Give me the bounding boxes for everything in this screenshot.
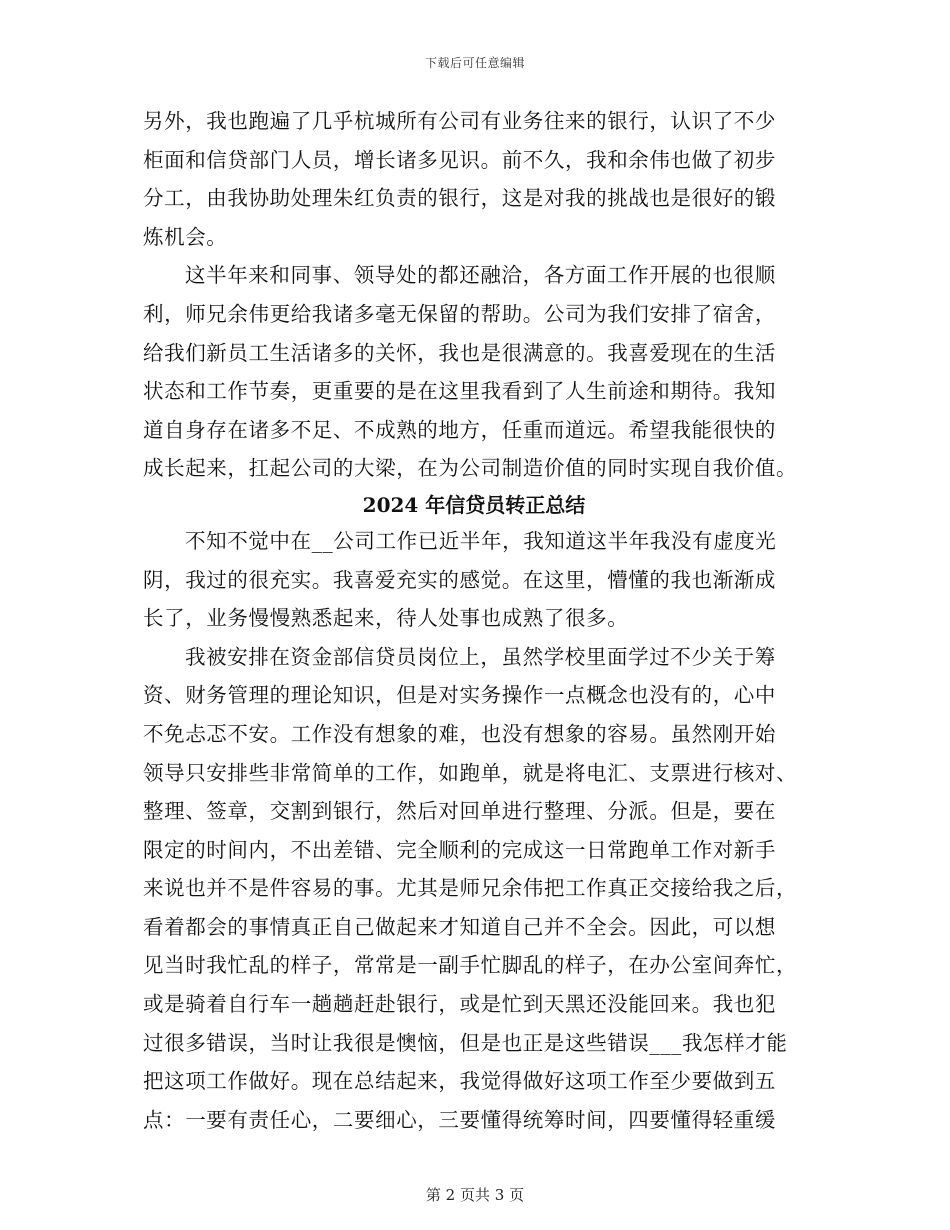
text-line: 不知不觉中在__公司工作已近半年，我知道这半年我没有虚度光	[185, 528, 777, 553]
page-footer: 第 2 页共 3 页	[425, 1186, 525, 1204]
text-line: 道自身存在诸多不足、不成熟的地方，任重而道远。希望我能很快的	[143, 417, 776, 442]
text-line: 给我们新员工生活诸多的关怀，我也是很满意的。我喜爱现在的生活	[143, 340, 776, 365]
section-title: 2024 年信贷员转正总结	[362, 492, 586, 517]
text-line: 炼机会。	[143, 224, 228, 249]
text-line: 限定的时间内，不出差错、完全顺利的完成这一日常跑单工作对新手	[143, 837, 776, 862]
text-line: 整理、签章，交割到银行，然后对回单进行整理、分派。但是，要在	[143, 799, 776, 824]
text-line: 利，师兄余伟更给我诸多毫无保留的帮助。公司为我们安排了宿舍，	[143, 301, 776, 326]
text-line: 不免忐忑不安。工作没有想象的难，也没有想象的容易。虽然刚开始	[143, 721, 776, 746]
text-line: 来说也并不是件容易的事。尤其是师兄余伟把工作真正交接给我之后，	[143, 876, 798, 901]
text-line: 领导只安排些非常简单的工作，如跑单，就是将电汇、支票进行核对、	[143, 760, 798, 785]
text-line: 见当时我忙乱的样子，常常是一副手忙脚乱的样子，在办公室间奔忙，	[143, 953, 798, 978]
page-header: 下载后可任意编辑	[424, 56, 525, 70]
text-line: 柜面和信贷部门人员，增长诸多见识。前不久，我和余伟也做了初步	[143, 147, 776, 172]
text-line: 点：一要有责任心，二要细心，三要懂得统筹时间，四要懂得轻重缓	[143, 1107, 776, 1132]
text-line: 长了，业务慢慢熟悉起来，待人处事也成熟了很多。	[143, 606, 629, 631]
text-line: 把这项工作做好。现在总结起来，我觉得做好这项工作至少要做到五	[143, 1069, 776, 1094]
text-line: 或是骑着自行车一趟趟赶赴银行，或是忙到天黑还没能回来。我也犯	[143, 992, 776, 1017]
text-line: 阴，我过的很充实。我喜爱充实的感觉。在这里，懵懂的我也渐渐成	[143, 567, 776, 592]
document-body	[143, 102, 805, 1139]
text-line: 我被安排在资金部信贷员岗位上，虽然学校里面学过不少关于筹	[185, 644, 776, 669]
text-line: 这半年来和同事、领导处的都还融洽，各方面工作开展的也很顺	[185, 263, 776, 288]
text-line: 过很多错误，当时让我很是懊恼，但是也正是这些错误___我怎样才能	[143, 1030, 788, 1055]
text-line: 资、财务管理的理论知识，但是对实务操作一点概念也没有的，心中	[143, 683, 776, 708]
text-line: 另外，我也跑遍了几乎杭城所有公司有业务往来的银行，认识了不少	[143, 109, 776, 133]
text-line: 看着都会的事情真正自己做起来才知道自己并不全会。因此，可以想	[143, 914, 776, 939]
text-line: 状态和工作节奏，更重要的是在这里我看到了人生前途和期待。我知	[143, 379, 776, 404]
text-line: 分工，由我协助处理朱红负责的银行，这是对我的挑战也是很好的锻	[143, 186, 776, 211]
text-line: 成长起来，扛起公司的大梁，在为公司制造价值的同时实现自我价值。	[143, 456, 798, 481]
